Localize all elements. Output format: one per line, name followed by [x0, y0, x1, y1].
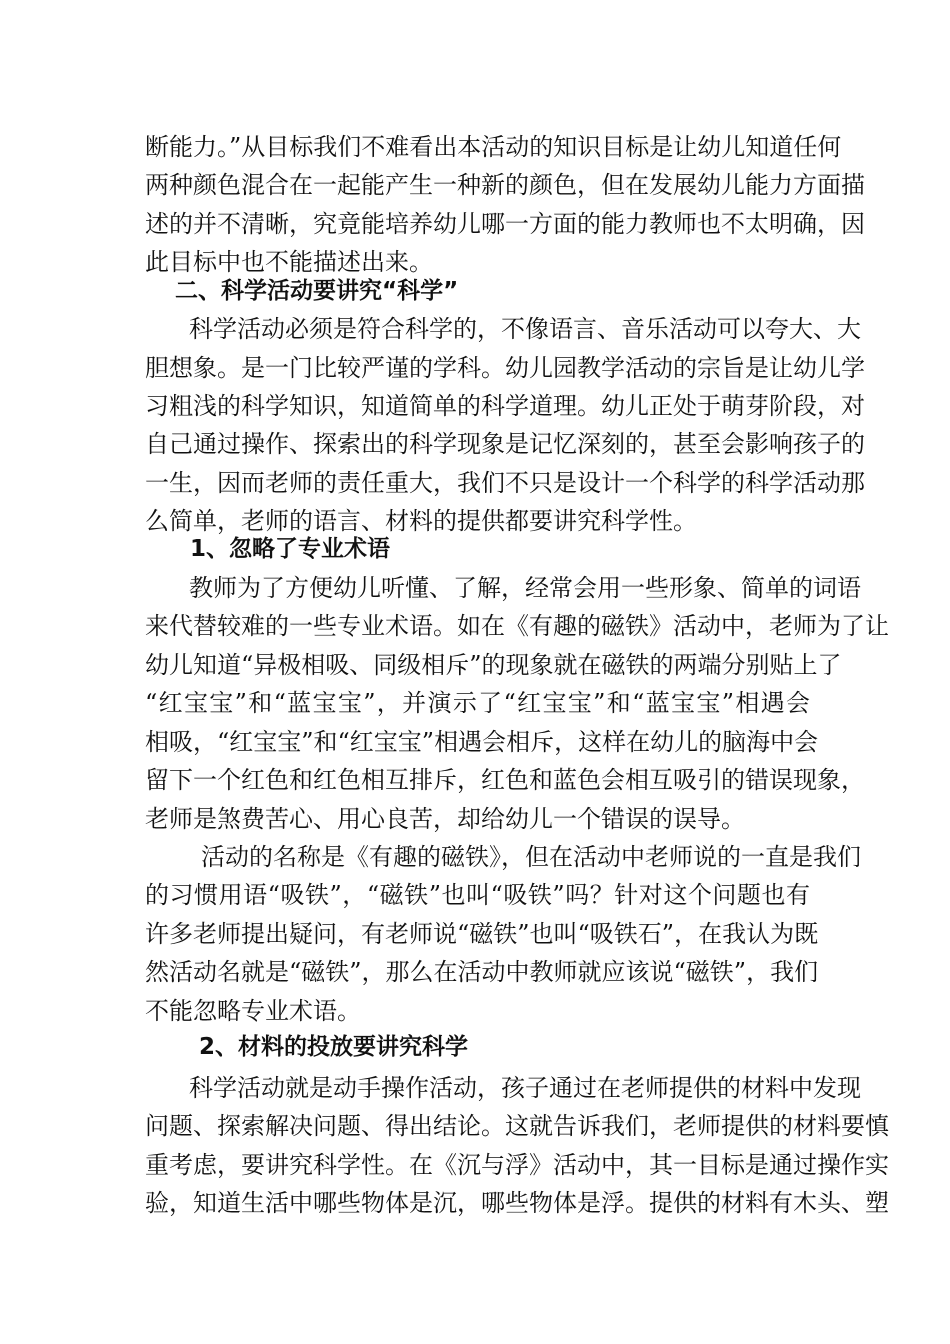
- subsection-one-a-line-2: 来代替较难的一些专业术语。如在《有趣的磁铁》活动中，老师为了让: [145, 612, 889, 640]
- intro-line-1: 断能力。”从目标我们不难看出本活动的知识目标是让幼儿知道任何: [145, 133, 842, 161]
- intro-line-4: 此目标中也不能描述出来。: [145, 248, 433, 276]
- subsection-one-a-line-7: 老师是煞费苦心、用心良苦，却给幼儿一个错误的误导。: [145, 805, 745, 833]
- section-two-heading: 二、科学活动要讲究“科学”: [175, 278, 459, 304]
- subsection-one-heading: 1、忽略了专业术语: [190, 536, 391, 562]
- section-two-line-6: 么简单，老师的语言、材料的提供都要讲究科学性。: [145, 507, 697, 535]
- subsection-one-a-line-3: 幼儿知道“异极相吸、同级相斥”的现象就在磁铁的两端分别贴上了: [145, 651, 842, 679]
- subsection-one-b-line-4: 然活动名就是“磁铁”，那么在活动中教师就应该说“磁铁”，我们: [145, 958, 819, 986]
- subsection-one-b-line-3: 许多老师提出疑问，有老师说“磁铁”也叫“吸铁石”，在我认为既: [145, 920, 819, 948]
- intro-line-2: 两种颜色混合在一起能产生一种新的颜色，但在发展幼儿能力方面描: [145, 171, 865, 199]
- section-two-line-4: 自己通过操作、探索出的科学现象是记忆深刻的，甚至会影响孩子的: [145, 430, 865, 458]
- subsection-two-line-4: 验，知道生活中哪些物体是沉，哪些物体是浮。提供的材料有木头、塑: [145, 1189, 889, 1217]
- section-two-line-3: 习粗浅的科学知识，知道简单的科学道理。幼儿正处于萌芽阶段，对: [145, 392, 865, 420]
- subsection-one-b-line-5: 不能忽略专业术语。: [145, 997, 361, 1025]
- subsection-two-line-3: 重考虑，要讲究科学性。在《沉与浮》活动中，其一目标是通过操作实: [145, 1151, 889, 1179]
- section-two-line-5: 一生，因而老师的责任重大，我们不只是设计一个科学的科学活动那: [145, 469, 865, 497]
- subsection-one-b-line-1: 活动的名称是《有趣的磁铁》，但在活动中老师说的一直是我们: [201, 843, 861, 871]
- subsection-two-line-1: 科学活动就是动手操作活动，孩子通过在老师提供的材料中发现: [189, 1074, 861, 1102]
- subsection-two-heading: 2、材料的投放要讲究科学: [199, 1034, 469, 1060]
- subsection-one-a-line-6: 留下一个红色和红色相互排斥，红色和蓝色会相互吸引的错误现象，: [145, 766, 865, 794]
- section-two-line-1: 科学活动必须是符合科学的，不像语言、音乐活动可以夸大、大: [189, 315, 861, 343]
- section-two-line-2: 胆想象。是一门比较严谨的学科。幼儿园教学活动的宗旨是让幼儿学: [145, 354, 865, 382]
- subsection-two-line-2: 问题、探索解决问题、得出结论。这就告诉我们，老师提供的材料要慎: [145, 1112, 889, 1140]
- subsection-one-a-line-4: “红宝宝”和“蓝宝宝”，并演示了“红宝宝”和“蓝宝宝”相遇会: [145, 689, 810, 717]
- subsection-one-b-line-2: 的习惯用语“吸铁”，“磁铁”也叫“吸铁”吗？针对这个问题也有: [145, 881, 810, 909]
- subsection-one-a-line-5: 相吸，“红宝宝”和“红宝宝”相遇会相斥，这样在幼儿的脑海中会: [145, 728, 819, 756]
- intro-line-3: 述的并不清晰，究竟能培养幼儿哪一方面的能力教师也不太明确，因: [145, 210, 865, 238]
- subsection-one-a-line-1: 教师为了方便幼儿听懂、了解，经常会用一些形象、简单的词语: [189, 574, 861, 602]
